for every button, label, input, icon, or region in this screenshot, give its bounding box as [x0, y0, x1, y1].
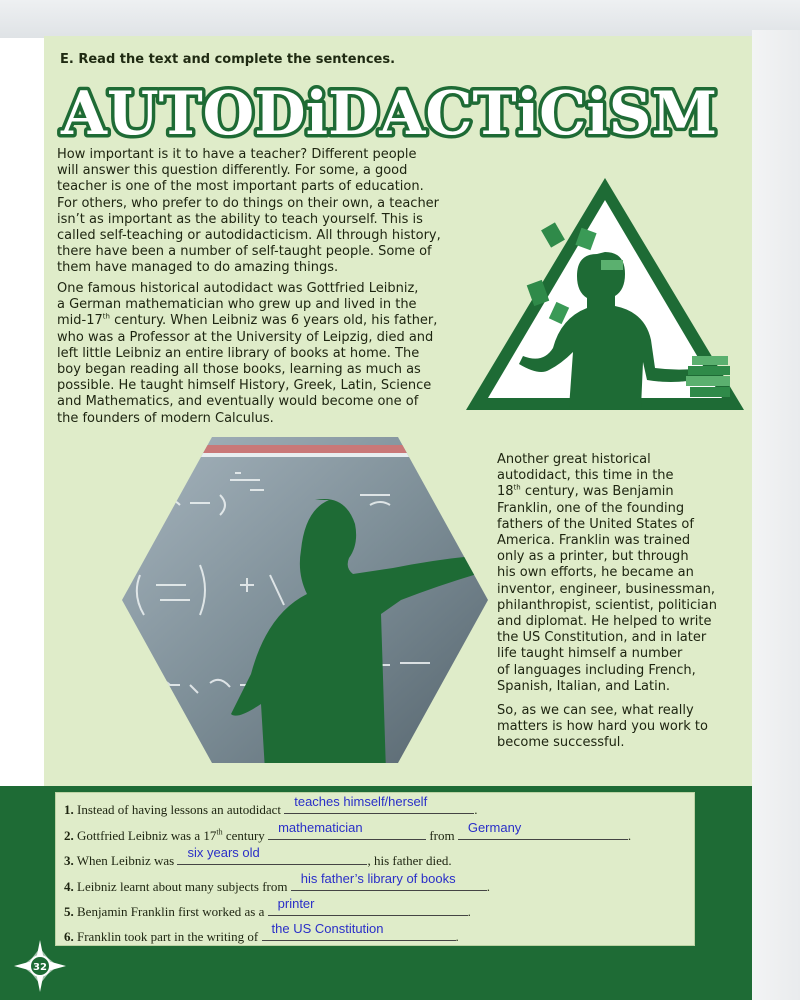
- text-line: mid-17th century. When Leibniz was 6 years old, his father,: [57, 313, 438, 329]
- text-line: For others, who prefer to do things on their own, a teacher: [57, 195, 440, 211]
- page-number-badge: [14, 940, 66, 992]
- page-title-text: AUTODiDACTiCiSM: [60, 79, 718, 148]
- answer-field-4[interactable]: his father’s library of books: [291, 876, 487, 891]
- text-line: 18th century, was Benjamin: [497, 484, 674, 500]
- text-line: autodidact, this time in the: [497, 468, 674, 484]
- text-line: boy began reading all those books, learning as much as: [57, 362, 421, 378]
- question-2: 2. Gottfried Leibniz was a 17th century mathematician from Germany .: [64, 820, 632, 843]
- text-line: Spanish, Italian, and Latin.: [497, 678, 671, 694]
- text-line: only as a printer, but through: [497, 549, 689, 565]
- text-line: his own efforts, he became an: [497, 565, 694, 581]
- text-line: One famous historical autodidact was Gottfried Leibniz,: [57, 281, 419, 296]
- text-line: a German mathematician who grew up and lived in the: [57, 297, 417, 313]
- paragraph-leibniz: [57, 281, 437, 427]
- text-line: life taught himself a number: [497, 646, 683, 662]
- page-title: [54, 78, 724, 148]
- answer-field-2b[interactable]: Germany: [458, 825, 628, 840]
- answer-field-6[interactable]: the US Constitution: [262, 926, 456, 941]
- question-5: 5. Benjamin Franklin first worked as a printer .: [64, 896, 471, 919]
- text-line: teacher is one of the most important parts of education.: [57, 179, 424, 195]
- answer-field-1[interactable]: teaches himself/herself: [284, 799, 474, 814]
- paragraph-conclusion: [497, 703, 708, 752]
- answer-field-2a[interactable]: mathematician: [268, 825, 426, 840]
- text-line: and Mathematics, and eventually would become one of: [57, 394, 419, 410]
- text-line: America. Franklin was trained: [497, 533, 691, 549]
- text-line: Another great historical: [497, 452, 651, 467]
- text-line: will answer this question differently. For some, a good: [57, 163, 408, 179]
- answer-field-3[interactable]: six years old: [177, 850, 367, 865]
- question-4: 4. Leibniz learnt about many subjects from his father’s library of books .: [64, 871, 490, 894]
- chalkboard-hexagon-image: [120, 435, 490, 765]
- text-line: possible. He taught himself History, Greek, Latin, Science: [57, 378, 432, 394]
- instruction-heading: E. Read the text and complete the sentences.: [60, 52, 396, 67]
- text-line: isn’t as important as the ability to teach yourself. This is: [57, 211, 423, 227]
- text-line: inventor, engineer, businessman,: [497, 581, 716, 597]
- text-line: the US Constitution, and in later: [497, 630, 707, 646]
- text-line: matters is how hard you work to: [497, 719, 708, 735]
- text-line: called self-teaching or autodidacticism. All through history,: [57, 228, 441, 244]
- text-line: who was a Professor at the University of Leipzig, died and: [57, 329, 434, 345]
- text-line: them have managed to do amazing things.: [57, 260, 339, 276]
- text-line: left little Leibniz an entire library of books at home. The: [57, 345, 420, 361]
- text-line: How important is it to have a teacher? Different people: [57, 147, 417, 162]
- paragraph-franklin: [497, 452, 717, 695]
- top-band: [0, 0, 800, 38]
- text-line: there have been a number of self-taught people. Some of: [57, 244, 432, 260]
- question-1: 1. Instead of having lessons an autodidact teaches himself/herself .: [64, 794, 478, 817]
- text-line: the founders of modern Calculus.: [57, 410, 274, 426]
- paragraph-intro: [57, 147, 441, 277]
- question-3: 3. When Leibniz was six years old , his father died.: [64, 845, 452, 868]
- questions-box: [55, 792, 695, 946]
- text-line: Franklin, one of the founding: [497, 500, 685, 516]
- text-line: So, as we can see, what really: [497, 703, 694, 718]
- text-line: become successful.: [497, 735, 625, 751]
- answer-field-5[interactable]: printer: [268, 901, 468, 916]
- text-line: philanthropist, scientist, politician: [497, 597, 717, 613]
- question-6: 6. Franklin took part in the writing of the US Constitution .: [64, 921, 459, 944]
- text-line: of languages including French,: [497, 662, 696, 678]
- text-line: fathers of the United States of: [497, 516, 694, 532]
- text-line: and diplomat. He helped to write: [497, 614, 712, 630]
- right-margin: [752, 30, 800, 1000]
- page-number: 32: [33, 962, 47, 973]
- self-taught-triangle-illustration: [460, 170, 750, 415]
